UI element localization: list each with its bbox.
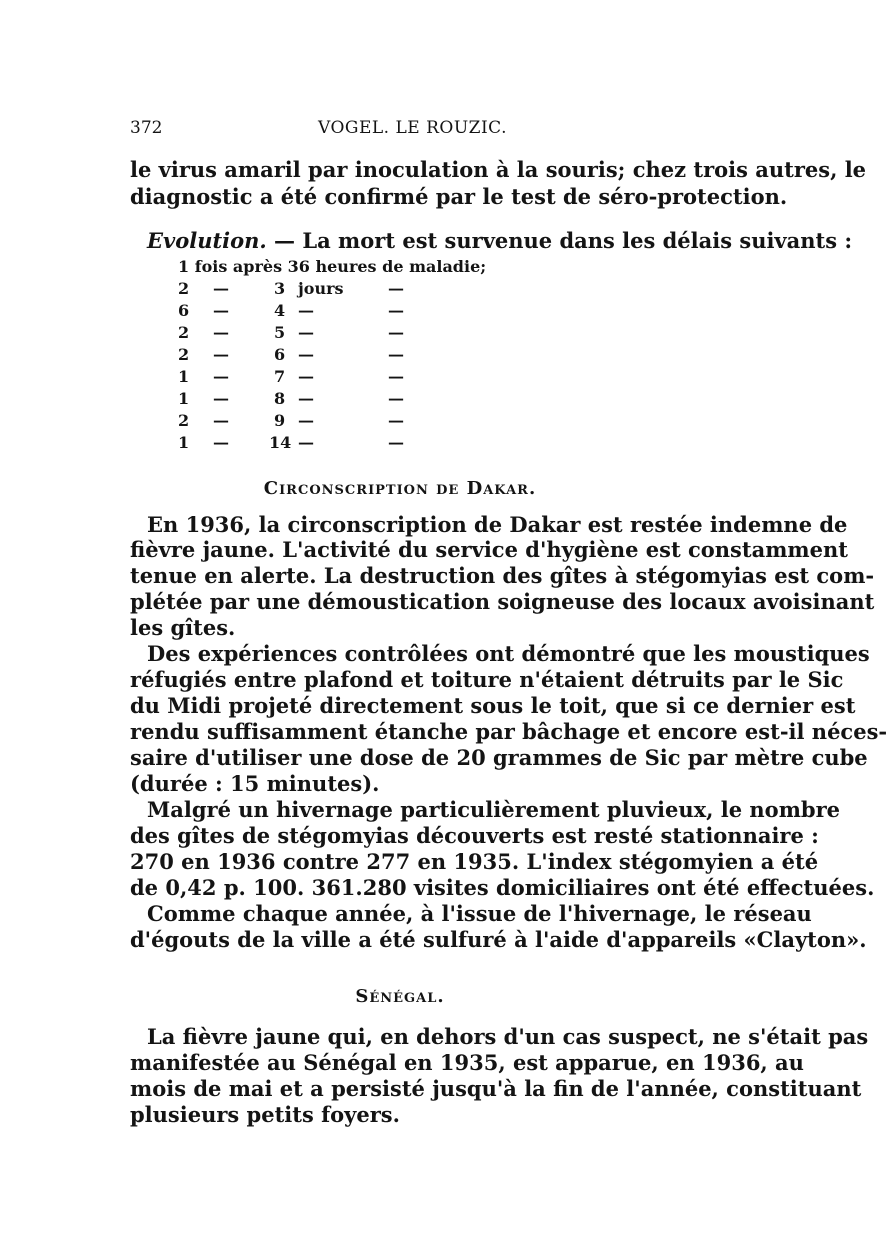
row-dash: — [388,345,404,364]
row-number: 14 [269,433,292,452]
row-number: 7 [274,367,286,386]
row-dash: — [213,433,229,452]
row-dash: — [213,367,229,386]
text-line: rendu suffisamment étanche par bâchage et encore est-il néces- [130,719,887,744]
row-dash: — [213,411,229,430]
text-line: plusieurs petits foyers. [130,1102,400,1127]
row-unit: — [298,323,314,342]
text-line: de 0,42 p. 100. 361.280 visites domiciliaires ont été effectuées. [130,875,875,900]
running-head [130,118,695,146]
text-line: saire d'utiliser une dose de 20 grammes de Sic par mètre cube [130,745,868,770]
text-line: La fièvre jaune qui, en dehors d'un cas suspect, ne s'était pas [147,1024,869,1049]
evolution-paragraph [147,228,853,254]
row-dash: — [213,301,229,320]
row-unit: — [298,367,314,386]
text-line: les gîtes. [130,615,236,640]
row-dash: — [388,367,404,386]
row-dash: — [388,301,404,320]
row-count: 1 [178,389,190,408]
row-dash: — [388,389,404,408]
row-unit: — [298,433,314,452]
text-line: Comme chaque année, à l'issue de l'hivernage, le réseau [147,901,812,926]
running-title: VOGEL. LE ROUZIC. [317,118,507,138]
evolution-label: Evolution. [147,228,267,253]
text-line: mois de mai et a persisté jusqu'à la fin de l'année, constituant [130,1076,862,1101]
row-dash: — [213,323,229,342]
text-line: fièvre jaune. L'activité du service d'hygiène est constamment [130,537,848,562]
page-number: 372 [130,118,163,138]
row-dash: — [388,323,404,342]
row-unit: — [298,411,314,430]
row-dash: — [213,389,229,408]
text-line: Malgré un hivernage particulièrement pluvieux, le nombre [147,797,841,822]
text-line: 270 en 1936 contre 277 en 1935. L'index stégomyien a été [130,849,819,874]
section-heading-dakar: Circonscription de Dakar. [263,478,537,499]
text-line: des gîtes de stégomyias découverts est resté stationnaire : [130,823,819,848]
text-line: le virus amaril par inoculation à la souris; chez trois autres, le [130,157,867,182]
text-line: plétée par une démoustication soigneuse des locaux avoisinant [130,589,875,614]
row-number: 9 [274,411,286,430]
row-unit: jours [298,279,344,298]
text-line: (durée : 15 minutes). [130,771,380,796]
text-line: Des expériences contrôlées ont démontré que les moustiques [147,641,870,666]
row-count: 2 [178,323,190,342]
row-dash: — [388,433,404,452]
row-unit: — [298,389,314,408]
evolution-first-line: 1 fois après 36 heures de maladie; [178,257,487,276]
row-dash: — [213,279,229,298]
row-number: 3 [274,279,286,298]
text-line: manifestée au Sénégal en 1935, est apparue, en 1936, au [130,1050,804,1075]
row-number: 6 [274,345,286,364]
text-line: du Midi projeté directement sous le toit, que si ce dernier est [130,693,856,718]
text-line: tenue en alerte. La destruction des gîtes à stégomyias est com- [130,563,875,588]
row-number: 4 [274,301,286,320]
row-dash: — [388,411,404,430]
text-line: En 1936, la circonscription de Dakar est restée indemne de [147,512,848,537]
row-count: 6 [178,301,190,320]
row-count: 2 [178,345,190,364]
row-dash: — [388,279,404,298]
row-unit: — [298,301,314,320]
row-unit: — [298,345,314,364]
section-heading-senegal: Sénégal. [355,986,445,1007]
row-number: 8 [274,389,286,408]
row-number: 5 [274,323,286,342]
text-line: diagnostic a été confirmé par le test de séro-protection. [130,184,788,209]
text-line: d'égouts de la ville a été sulfuré à l'aide d'appareils «Clayton». [130,927,867,952]
row-count: 1 [178,367,190,386]
row-count: 2 [178,411,190,430]
row-count: 2 [178,279,190,298]
row-dash: — [213,345,229,364]
text-line: réfugiés entre plafond et toiture n'étaient détruits par le Sic [130,667,844,692]
evolution-text: — La mort est survenue dans les délais suivants : [266,228,853,253]
row-count: 1 [178,433,190,452]
